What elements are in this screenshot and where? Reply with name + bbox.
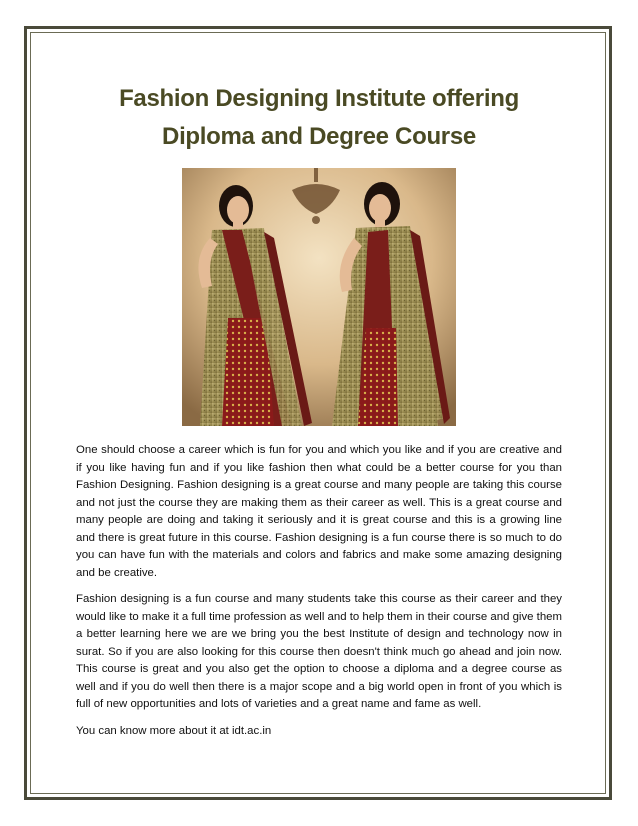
paragraph-1: One should choose a career which is fun for you and which you like and if you are creative and if you like having fun and if you like fashion then what could be a better course for you than Fashion Designing. Fashion designing is a great course and many people are taking this course and not just the course they are making them as their career as well. This is a great course and many people are doing and taking it seriously and it is great course and this is a growing line and there is great future in this course. Fashion designing is a fun course there is so much to do you can have fun with the materials and colors and fabrics and make some amazing designing and be creative. — [76, 444, 562, 579]
page-title — [60, 80, 578, 156]
paragraph-3: You can know more about it at idt.ac.in — [76, 724, 272, 737]
saree-models-photo — [182, 168, 456, 426]
title-line-2: Diploma and Degree Course — [162, 123, 476, 150]
title-line-1: Fashion Designing Institute offering — [119, 85, 519, 112]
paragraph-2: Fashion designing is a fun course and many students take this course as their career and they would like to make it a full time profession as well and to help them in their course and give them a better learning here we are we bring you the best Institute of design and technology now in surat. So if you are also looking for this course then doesn't think much go ahead and join now. This course is great and you also get the option to choose a diploma and a degree course as well and if you do well then there is a major scope and a big world open in front of you which is full of new opportunities and lots of varieties and a great name and fame as well. — [76, 593, 562, 710]
article-body — [76, 442, 562, 749]
